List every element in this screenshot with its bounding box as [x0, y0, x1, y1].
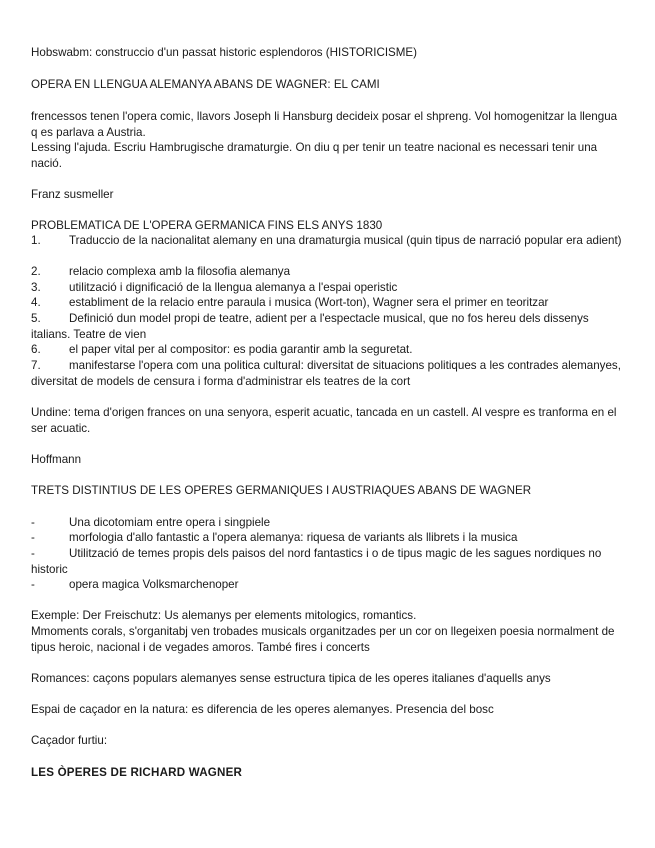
paragraph-exemple: Exemple: Der Freischutz: Us alemanys per elements mitologics, romantics. — [31, 609, 417, 622]
numbered-list-item — [31, 295, 548, 311]
paragraph-undine: Undine: tema d'origen frances on una senyora, esperit acuatic, tancada en un castell. Al vespre es tranforma en el ser acuatic. — [31, 406, 617, 435]
heading-trets-distintius: TRETS DISTINTIUS DE LES OPERES GERMANIQUES I AUSTRIAQUES ABANS DE WAGNER — [31, 484, 532, 497]
numbered-list-item — [31, 264, 290, 280]
paragraph-cacador-furtiu: Caçador furtiu: — [31, 734, 108, 747]
list-text: establiment de la relacio entre paraula i musica (Wort-ton), Wagner sera el primer en teoritzar — [69, 296, 549, 309]
heading-opera-alemanya: OPERA EN LLENGUA ALEMANYA ABANS DE WAGNER: EL CAMI — [31, 78, 380, 91]
list-number: 2. — [31, 265, 41, 278]
paragraph-hoffmann: Hoffmann — [31, 453, 82, 466]
heading-operes-wagner: LES ÒPERES DE RICHARD WAGNER — [31, 766, 243, 779]
paragraph-moments-corals: Mmoments corals, s'organitabj ven trobades musicals organitzades per un cor on llegeixen poesia normalment de tipus heroic, nacional i de vegades amoros. També fires i concerts — [31, 625, 615, 654]
bullet-item — [31, 515, 270, 531]
bullet-item — [31, 530, 517, 546]
bullet-text: opera magica Volksmarchenoper — [69, 578, 239, 591]
bullet-dash: - — [31, 547, 35, 560]
paragraph-hobsbawm: Hobswabm: construccio d'un passat historic esplendoros (HISTORICISME) — [31, 46, 418, 59]
bullet-text: Utilització de temes propis dels paisos del nord fantastics i o de tipus magic de les sagues nordiques no historic — [31, 547, 602, 576]
numbered-list-item — [31, 233, 626, 249]
list-number: 7. — [31, 359, 41, 372]
numbered-list-item — [31, 342, 413, 358]
list-number: 6. — [31, 343, 41, 356]
list-number: 5. — [31, 312, 41, 325]
bullet-text: Una dicotomiam entre opera i singpiele — [69, 516, 271, 529]
heading-problematica: PROBLEMATICA DE L'OPERA GERMANICA FINS ELS ANYS 1830 — [31, 219, 383, 232]
list-text: relacio complexa amb la filosofia alemanya — [69, 265, 291, 278]
bullet-dash: - — [31, 516, 35, 529]
list-text: Definició dun model propi de teatre, adient per a l'espectacle musical, que no fos hereu dels dissenys italians. Teatre de vien — [31, 312, 589, 341]
list-number: 3. — [31, 281, 41, 294]
bullet-text: morfologia d'allo fantastic a l'opera alemanya: riquesa de variants als llibrets i la musica — [69, 531, 518, 544]
list-number: 4. — [31, 296, 41, 309]
list-number: 1. — [31, 234, 41, 247]
paragraph-romances: Romances: caçons populars alemanyes sense estructura tipica de les operes italianes d'aquells anys — [31, 672, 551, 685]
paragraph-lessing: Lessing l'ajuda. Escriu Hambrugische dramaturgie. On diu q per tenir un teatre nacional es necessari tenir una nació. — [31, 141, 598, 170]
bullet-item — [31, 546, 626, 577]
list-text: manifestarse l'opera com una politica cultural: diversitat de situacions politiques a les contrades alemanyes, diversitat de models de censura i forma d'administrar els teatres de la cort — [31, 359, 621, 388]
numbered-list-item — [31, 280, 397, 296]
list-text: el paper vital per al compositor: es podia garantir amb la seguretat. — [69, 343, 413, 356]
bullet-item — [31, 577, 239, 593]
numbered-list-item — [31, 311, 626, 342]
paragraph-espai-cacador: Espai de caçador en la natura: es diferencia de les operes alemanyes. Presencia del bosc — [31, 703, 494, 716]
list-text: utilització i dignificació de la llengua alemanya a l'espai operistic — [69, 281, 398, 294]
bullet-dash: - — [31, 531, 35, 544]
paragraph-franz: Franz susmeller — [31, 188, 114, 201]
list-text: Traduccio de la nacionalitat alemany en una dramaturgia musical (quin tipus de narració popular era adient) — [69, 234, 622, 247]
bullet-dash: - — [31, 578, 35, 591]
numbered-list-item — [31, 358, 626, 389]
paragraph-frencessos: frencessos tenen l'opera comic, llavors Joseph li Hansburg decideix posar el shpreng. Vol homogenitzar la llengua q es parlava a Austria. — [31, 110, 618, 139]
